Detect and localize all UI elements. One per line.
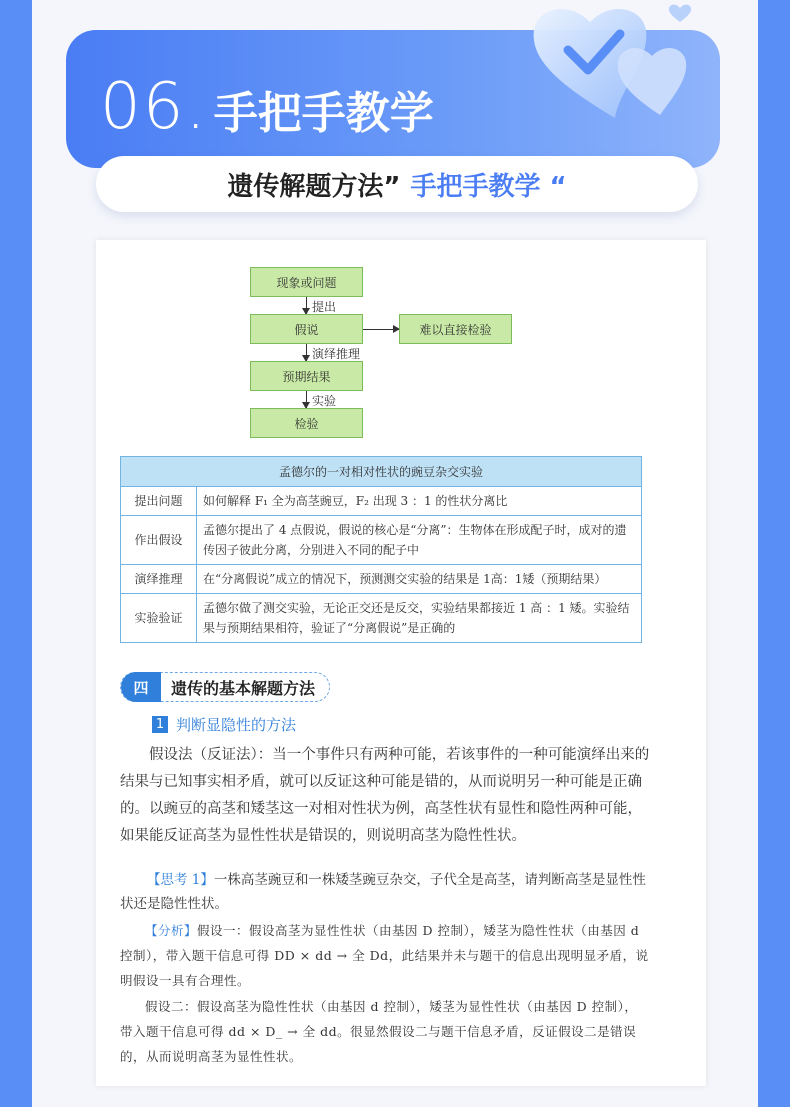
section-number: 四 [121, 672, 161, 702]
flow-node-test: 检验 [250, 408, 363, 438]
table-key: 实验验证 [121, 594, 197, 643]
subsection-number: 1 [152, 716, 168, 733]
heart-check-icon [520, 0, 720, 130]
hero-title [100, 70, 434, 150]
section-title: 遗传的基本解题方法 [171, 678, 316, 698]
table-key: 提出问题 [121, 487, 197, 516]
flow-arrow-1 [306, 297, 307, 314]
flow-node-expected: 预期结果 [250, 361, 363, 391]
table-row [121, 487, 642, 516]
table-row [121, 565, 642, 594]
flow-arrow-3 [306, 391, 307, 408]
paragraph-think-1 [120, 868, 650, 916]
subtitle-part2: 手把手教学 “ [410, 171, 567, 202]
subsection-heading [152, 714, 296, 735]
paragraph-analysis-1 [120, 918, 650, 993]
paragraph-analysis-2: 假设二：假设高茎为隐性性状（由基因 d 控制），矮茎为显性性状（由基因 D 控制），带入题干信息可得 dd × D_ → 全 dd。很显然假设二与题干信息矛盾，反证假设二是错误的，从而说明高茎为显性性状。 [120, 999, 638, 1064]
experiment-table [120, 456, 642, 643]
analysis-tag: 【分析】 [145, 923, 198, 938]
flow-edge-experiment: 实验 [312, 394, 337, 408]
table-row [121, 594, 642, 643]
subsection-title: 判断显隐性的方法 [176, 716, 297, 734]
flow-edge-propose: 提出 [312, 300, 337, 314]
hero-number: 06. [100, 70, 208, 144]
analysis-text: 假设一：假设高茎为显性性状（由基因 D 控制），矮茎为隐性性状（由基因 d 控制），带入题干信息可得 DD × dd → 全 Dd，此结果并未与题干的信息出现明显矛盾，说明假设一具有合理性。 [120, 923, 649, 988]
flow-arrow-2 [306, 344, 307, 361]
section-heading [120, 672, 330, 702]
table-value: 在“分离假说”成立的情况下，预测测交实验的结果是 1高：1矮（预期结果） [197, 565, 642, 594]
flow-edge-deduction: 演绎推理 [312, 347, 361, 361]
flow-node-phenomenon: 现象或问题 [250, 267, 363, 297]
paragraph-hypothesis-method: 假设法（反证法）：当一个事件只有两种可能，若该事件的一种可能演绎出来的结果与已知事实相矛盾，就可以反证这种可能是错的，从而说明另一种可能是正确的。以豌豆的高茎和矮茎这一对相对性状为例，高茎性状有显性和隐性两种可能，如果能反证高茎为显性性状是错误的，则说明高茎为隐性性状。 [120, 747, 650, 844]
subtitle-part1: 遗传解题方法” [227, 171, 401, 202]
table-value: 如何解释 F₁ 全为高茎豌豆，F₂ 出现 3 ：1 的性状分离比 [197, 487, 642, 516]
table-value: 孟德尔做了测交实验，无论正交还是反交，实验结果都接近 1 高 ：1 矮。实验结果与预期结果相符，验证了“分离假说”是正确的 [197, 594, 642, 643]
flow-node-untestable: 难以直接检验 [399, 314, 512, 344]
think-text: 一株高茎豌豆和一株矮茎豌豆杂交，子代全是高茎，请判断高茎是显性性状还是隐性性状。 [120, 872, 646, 912]
table-row [121, 516, 642, 565]
flow-node-hypothesis: 假说 [250, 314, 363, 344]
table-key: 演绎推理 [121, 565, 197, 594]
table-value: 孟德尔提出了 4 点假说，假说的核心是“分离”：生物体在形成配子时，成对的遗传因子彼此分离，分别进入不同的配子中 [197, 516, 642, 565]
flowchart [96, 240, 706, 450]
table-title: 孟德尔的一对相对性状的豌豆杂交实验 [121, 457, 642, 487]
document-page [96, 240, 706, 1086]
hero-heading: 手把手教学 [213, 88, 434, 139]
table-key: 作出假设 [121, 516, 197, 565]
think-tag: 【思考 1】 [147, 872, 214, 888]
flow-arrow-side [363, 329, 399, 330]
subtitle-bar [96, 156, 698, 212]
